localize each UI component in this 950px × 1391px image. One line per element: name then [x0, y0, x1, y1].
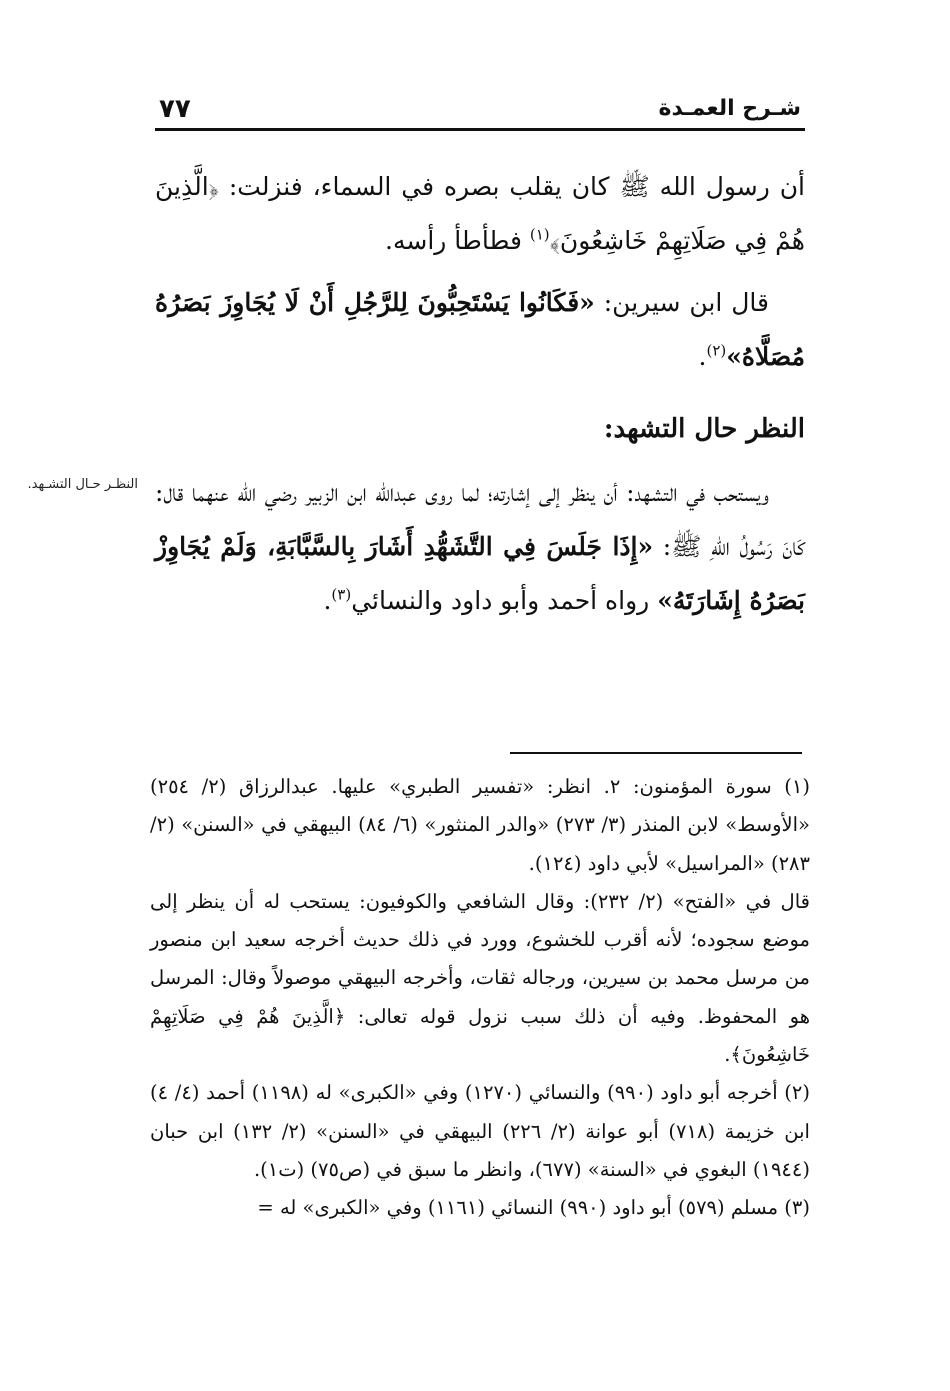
footnote-ref-2: (٢)	[706, 341, 727, 360]
footnote-3: (٣) مسلم (٥٧٩) أبو داود (٩٩٠) النسائي (١١٦١) وفي «الكبرى» له =	[257, 1196, 810, 1220]
paragraph-2-lead: قال ابن سيرين:	[594, 288, 769, 317]
paragraph-1-tail: فطأطأ رأسه.	[385, 226, 530, 255]
running-title: شـرح العمـدة	[658, 96, 801, 121]
page-header	[155, 92, 805, 131]
footnote-divider	[510, 752, 802, 754]
paragraph-3-quote: «إِذَا جَلَسَ فِي التَّشَهُّدِ أَشَارَ بِالسَّبَّابَةِ، وَلَمْ يُجَاوِزْ بَصَرُهُ إِشَارَتَهُ»	[155, 532, 805, 615]
margin-note: النظـر حـال التشـهد.	[27, 477, 138, 492]
footnote-1: (١) سورة المؤمنون: ٢. انظر: «تفسير الطبري» عليها. عبدالرزاق (٢/ ٢٥٤) «الأوسط» لابن المنذر (٣/ ٢٧٣) «والدر المنثور» (٦/ ٨٤) البيهقي في «السنن» (٢/ ٢٨٣) «المراسيل» لأبي داود (١٢٤).	[150, 775, 810, 875]
footnote-1-continuation: قال في «الفتح» (٢/ ٢٣٢): وقال الشافعي والكوفيون: يستحب له أن ينظر إلى موضع سجوده؛ لأنه أقرب للخشوع، وورد في ذلك حديث أخرجه سعيد ابن منصور من مرسل محمد بن سيرين، ورجاله ثقات، وأخرجه البيهقي موصولاً وقال: المرسل هو المحفوظ. وفيه أن ذلك سبب نزول قوله تعالى: ﴿الَّذِينَ هُمْ فِي صَلَاتِهِمْ خَاشِعُونَ﴾.	[150, 889, 810, 1067]
paragraph-3-tail: رواه أحمد وأبو داود والنسائي	[351, 586, 658, 615]
paragraph-3-end: .	[323, 586, 332, 615]
paragraph-2	[155, 276, 805, 384]
footnotes	[150, 768, 810, 1228]
footnote-ref-1: (١)	[529, 225, 550, 244]
footnote-ref-3: (٣)	[331, 585, 352, 604]
paragraph-1	[155, 160, 805, 268]
paragraph-3	[155, 466, 805, 628]
paragraph-2-tail: .	[698, 342, 707, 371]
section-heading: النظر حال التشهد:	[603, 414, 805, 444]
paragraph-3-lead: ويستحب في التشهد: أن ينظر إلى إشارته؛ لما روى عبدالله ابن الزبير رضي الله عنهما قال: كَانَ رَسُولُ اللهِ ﷺ:	[155, 478, 805, 561]
main-text	[155, 160, 805, 636]
page-number: ٧٧	[159, 94, 191, 124]
paragraph-1-text: أن رسول الله ﷺ كان يقلب بصره في السماء، فنزلت: ﴿الَّذِينَ هُمْ فِي صَلَاتِهِمْ خَاشِعُونَ﴾	[155, 172, 805, 255]
footnote-2: (٢) أخرجه أبو داود (٩٩٠) والنسائي (١٢٧٠) وفي «الكبرى» له (١١٩٨) أحمد (٤/ ٤) ابن خزيمة (٧١٨) أبو عوانة (٢/ ٢٢٦) البيهقي في «السنن» (٢/ ١٣٢) ابن حبان (١٩٤٤) البغوي في «السنة» (٦٧٧)، وانظر ما سبق في (ص٧٥) (ت١).	[150, 1081, 810, 1181]
paragraph-2-quote: «فَكَانُوا يَسْتَحِبُّونَ لِلرَّجُلِ أَنْ لَا يُجَاوِزَ بَصَرُهُ مُصَلَّاهُ»	[155, 288, 805, 371]
